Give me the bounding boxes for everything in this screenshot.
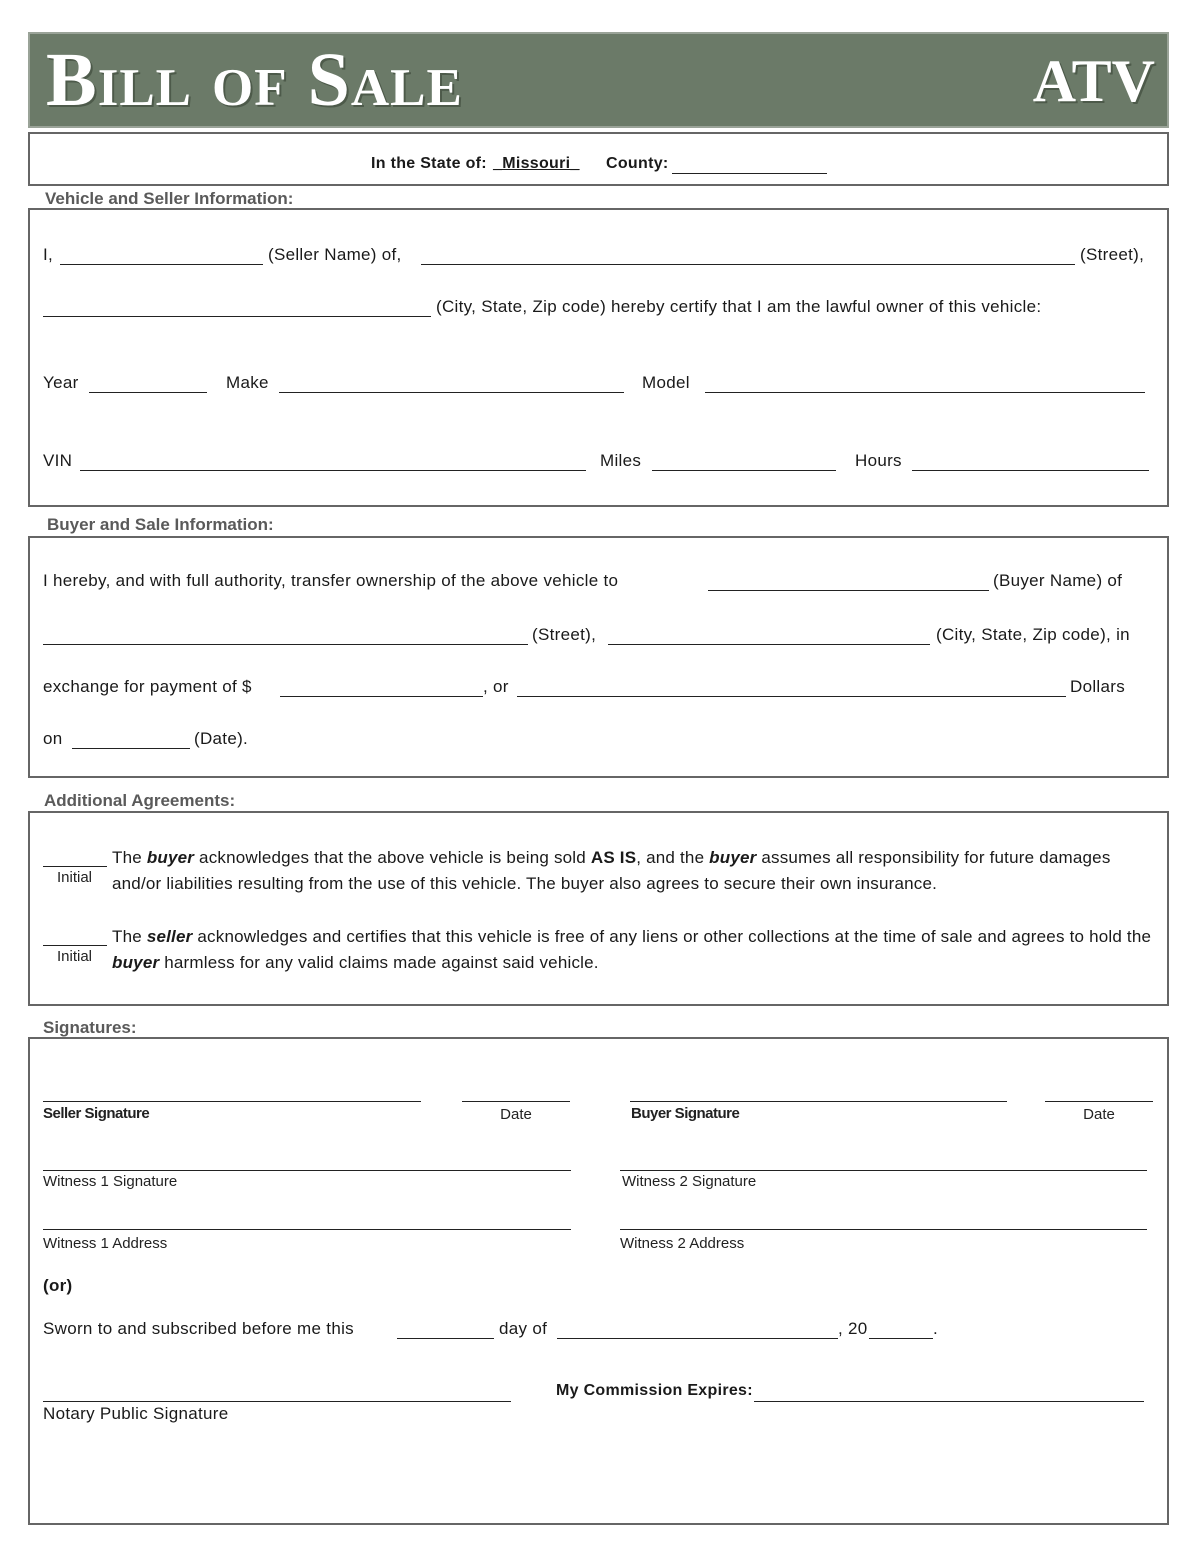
payment-words-field[interactable] <box>517 696 1066 697</box>
sworn-month-field[interactable] <box>557 1338 838 1339</box>
witness1-address-label: Witness 1 Address <box>43 1235 168 1252</box>
dollars-label: Dollars <box>1070 677 1126 696</box>
buyer-signature-field[interactable] <box>630 1101 1007 1102</box>
document-subtitle: ATV <box>1032 48 1155 114</box>
seller-name-label: (Seller Name) of, <box>268 245 402 264</box>
sworn-text: Sworn to and subscribed before me this <box>43 1319 354 1338</box>
buyer-city-label: (City, State, Zip code), in <box>936 625 1130 644</box>
or-alternative-label: (or) <box>43 1276 73 1295</box>
or-label: , or <box>483 677 509 696</box>
seller-city-field[interactable] <box>43 316 431 317</box>
witness2-signature-label: Witness 2 Signature <box>622 1173 757 1190</box>
day-of-label: day of <box>499 1319 548 1338</box>
buyer-section-heading: Buyer and Sale Information: <box>47 515 274 534</box>
notary-signature-field[interactable] <box>43 1401 511 1402</box>
witness2-signature-field[interactable] <box>620 1170 1147 1171</box>
witness2-address-field[interactable] <box>620 1229 1147 1230</box>
commission-label: My Commission Expires: <box>556 1382 753 1399</box>
sworn-year-field[interactable] <box>869 1338 933 1339</box>
header-banner <box>28 32 1169 128</box>
seller-signature-field[interactable] <box>43 1101 421 1102</box>
vin-label: VIN <box>43 451 73 470</box>
seller-date-field[interactable] <box>462 1101 570 1102</box>
on-label: on <box>43 729 63 748</box>
agreement-1-text: The buyer acknowledges that the above vehicle is being sold AS IS, and the buyer assumes all responsibility for future damages and/or liabilities resulting from the use of this vehicle. The buyer also agrees to secure their own insurance. <box>112 848 1111 893</box>
city-certify-text: (City, State, Zip code) hereby certify that I am the lawful owner of this vehicle: <box>436 297 1042 316</box>
payment-amount-field[interactable] <box>280 696 483 697</box>
seller-street-label: (Street), <box>1080 245 1145 264</box>
miles-label: Miles <box>600 451 642 470</box>
sworn-day-field[interactable] <box>397 1338 494 1339</box>
vin-field[interactable] <box>80 470 586 471</box>
hours-field[interactable] <box>912 470 1149 471</box>
year-label: Year <box>43 373 79 392</box>
i-label: I, <box>43 245 54 264</box>
signatures-section-box <box>28 1037 1169 1525</box>
notary-signature-label: Notary Public Signature <box>43 1404 229 1423</box>
year-field[interactable] <box>89 392 207 393</box>
initial-label-1: Initial <box>57 869 93 886</box>
make-field[interactable] <box>279 392 624 393</box>
model-label: Model <box>642 373 690 392</box>
make-label: Make <box>226 373 269 392</box>
year-prefix-label: , 20 <box>838 1319 868 1338</box>
initial-field-1[interactable] <box>43 866 107 867</box>
county-label: County: <box>606 155 669 172</box>
seller-name-field[interactable] <box>60 264 263 265</box>
county-field[interactable] <box>672 173 827 174</box>
commission-expires-field[interactable] <box>754 1401 1144 1402</box>
buyer-date-label: Date <box>1083 1106 1115 1123</box>
initial-label-2: Initial <box>57 948 93 965</box>
buyer-date-field[interactable] <box>1045 1101 1153 1102</box>
sale-date-field[interactable] <box>72 748 190 749</box>
miles-field[interactable] <box>652 470 836 471</box>
vehicle-section-heading: Vehicle and Seller Information: <box>45 189 294 208</box>
document-title: Bill of Sale <box>46 38 463 122</box>
buyer-signature-label: Buyer Signature <box>631 1105 740 1122</box>
seller-street-field[interactable] <box>421 264 1075 265</box>
buyer-name-field[interactable] <box>708 590 989 591</box>
agreement-2-text: The seller acknowledges and certifies that this vehicle is free of any liens or other collections at the time of sale and agrees to hold the buyer harmless for any valid claims made against said vehicle. <box>112 927 1152 972</box>
vehicle-section-box <box>28 208 1169 507</box>
hours-label: Hours <box>855 451 902 470</box>
payment-text: exchange for payment of $ <box>43 677 252 696</box>
seller-signature-label: Seller Signature <box>43 1105 150 1122</box>
witness1-signature-label: Witness 1 Signature <box>43 1173 178 1190</box>
state-label: In the State of: <box>371 155 487 172</box>
witness1-address-field[interactable] <box>43 1229 571 1230</box>
initial-field-2[interactable] <box>43 945 107 946</box>
seller-date-label: Date <box>500 1106 532 1123</box>
signatures-section-heading: Signatures: <box>43 1018 137 1037</box>
witness2-address-label: Witness 2 Address <box>620 1235 745 1252</box>
sworn-period: . <box>933 1319 939 1338</box>
state-value[interactable]: _Missouri_ <box>493 155 580 172</box>
buyer-street-label: (Street), <box>532 625 597 644</box>
transfer-text: I hereby, and with full authority, transfer ownership of the above vehicle to <box>43 571 619 590</box>
state-box <box>28 132 1169 186</box>
agreements-section-heading: Additional Agreements: <box>44 791 236 810</box>
witness1-signature-field[interactable] <box>43 1170 571 1171</box>
buyer-name-label: (Buyer Name) of <box>993 571 1123 590</box>
agreements-section-box <box>28 811 1169 1006</box>
buyer-city-field[interactable] <box>608 644 930 645</box>
buyer-street-field[interactable] <box>43 644 528 645</box>
sale-date-label: (Date). <box>194 729 249 748</box>
model-field[interactable] <box>705 392 1145 393</box>
